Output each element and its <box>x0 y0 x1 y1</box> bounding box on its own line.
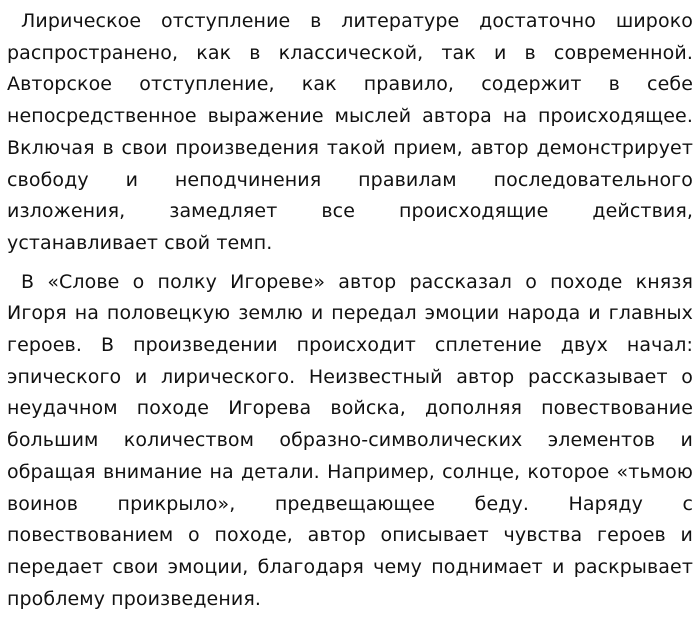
paragraph-lyrical-digression: Лирическое отступление в литературе достаточно широко распространено, как в классической, так и в современной. Авторское отступление, как правило, содержит в себе непосредственное выражение мыслей автора на происходящее. Включая в свои произведения такой прием, автор демонстрирует свободу и неподчинения правилам последовательного изложения, замедляет все происходящие действия, устанавливает свой темп. <box>7 10 693 254</box>
paragraph-igor-tale: В «Слове о полку Игореве» автор рассказал о походе князя Игоря на половецкую землю и передал эмоции народа и главных героев. В произведении происходит сплетение двух начал: эпического и лирического. Неизвестный автор рассказывает о неудачном походе Игорева войска, дополняя повествование большим количеством образно-символических элементов и обращая внимание на детали. Например, солнце, которое «тьмою воинов прикрыло», предвещающее беду. Наряду с повествованием о походе, автор описывает чувства героев и передает свои эмоции, благодаря чему поднимает и раскрывает проблему произведения. <box>7 270 693 610</box>
